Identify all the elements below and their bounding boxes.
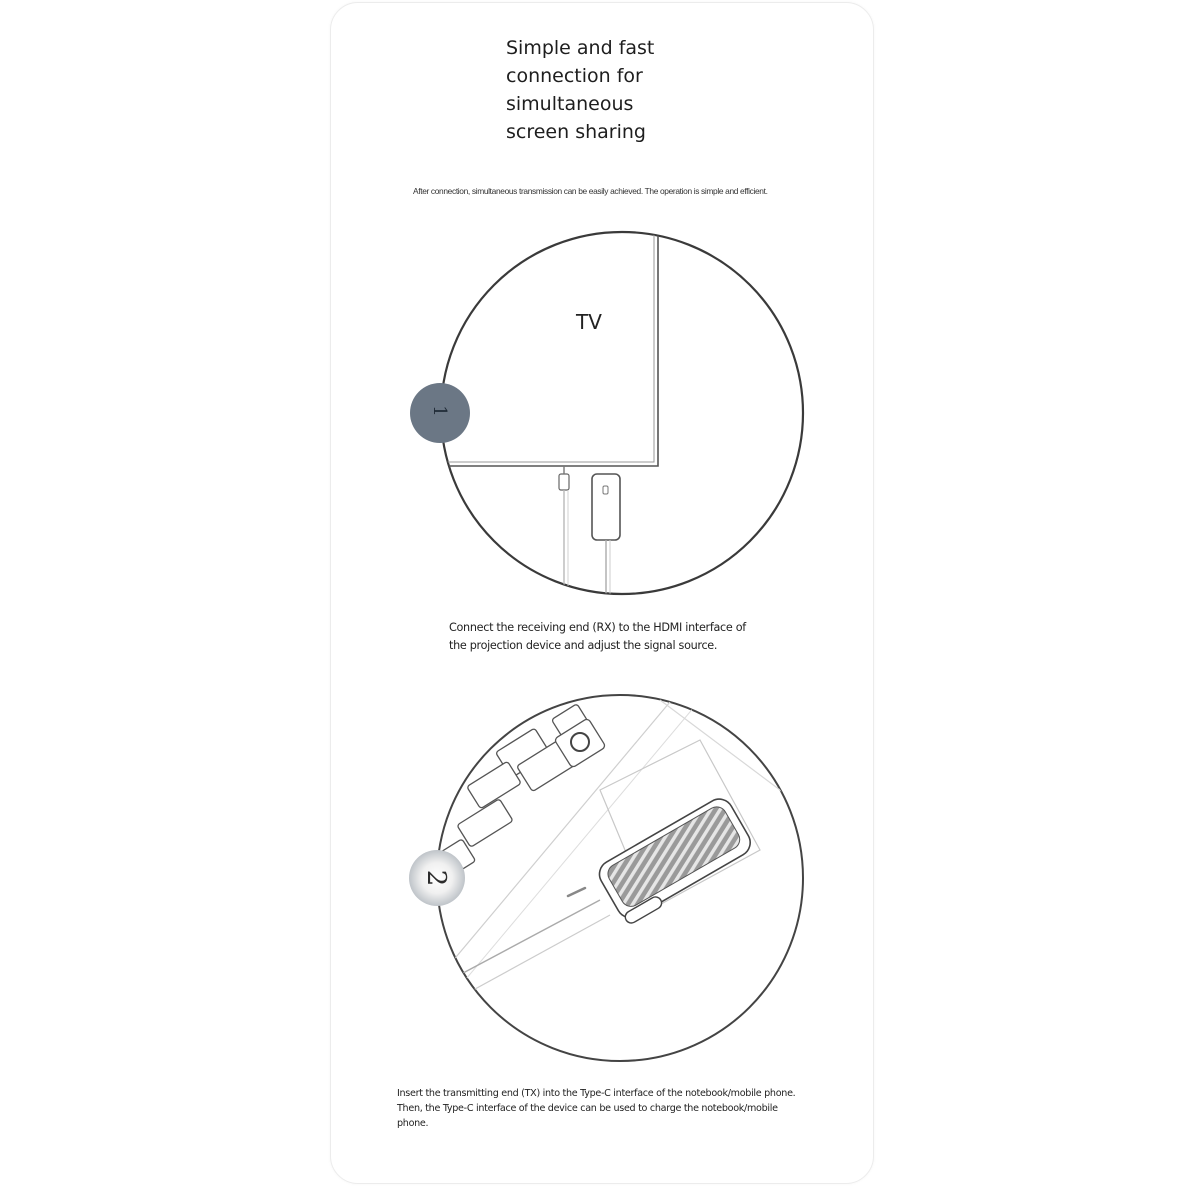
step-1-caption [449,619,746,655]
step-2-caption [397,1086,795,1131]
subtitle: After connection, simultaneous transmission can be easily achieved. The operation is simple and efficient. [413,186,768,196]
rx-dongle [592,474,620,540]
cable-plug [559,474,569,490]
tv-illustration [410,220,803,600]
headline-line-2: connection for [506,65,643,87]
step-1-caption-line-2: the projection device and adjust the signal source. [449,639,718,652]
headline-line-1: Simple and fast [506,37,655,59]
headline-line-4: screen sharing [506,121,646,143]
step-1-number: 1 [429,405,450,417]
tv-label: TV [576,310,602,334]
step-2-number: 2 [421,869,451,887]
headline-line-3: simultaneous [506,93,634,115]
tv-circle-frame [441,232,803,594]
step-2-caption-line-1: Insert the transmitting end (TX) into the Type-C interface of the notebook/mobile phone. [397,1088,796,1099]
step-1-caption-line-1: Connect the receiving end (RX) to the HDMI interface of [449,621,746,634]
laptop-illustration [409,690,820,1061]
power-button-icon [571,733,589,751]
step-2-caption-line-2: Then, the Type-C interface of the device can be used to charge the notebook/mobile [397,1103,778,1114]
step-2-caption-line-3: phone. [397,1118,429,1129]
